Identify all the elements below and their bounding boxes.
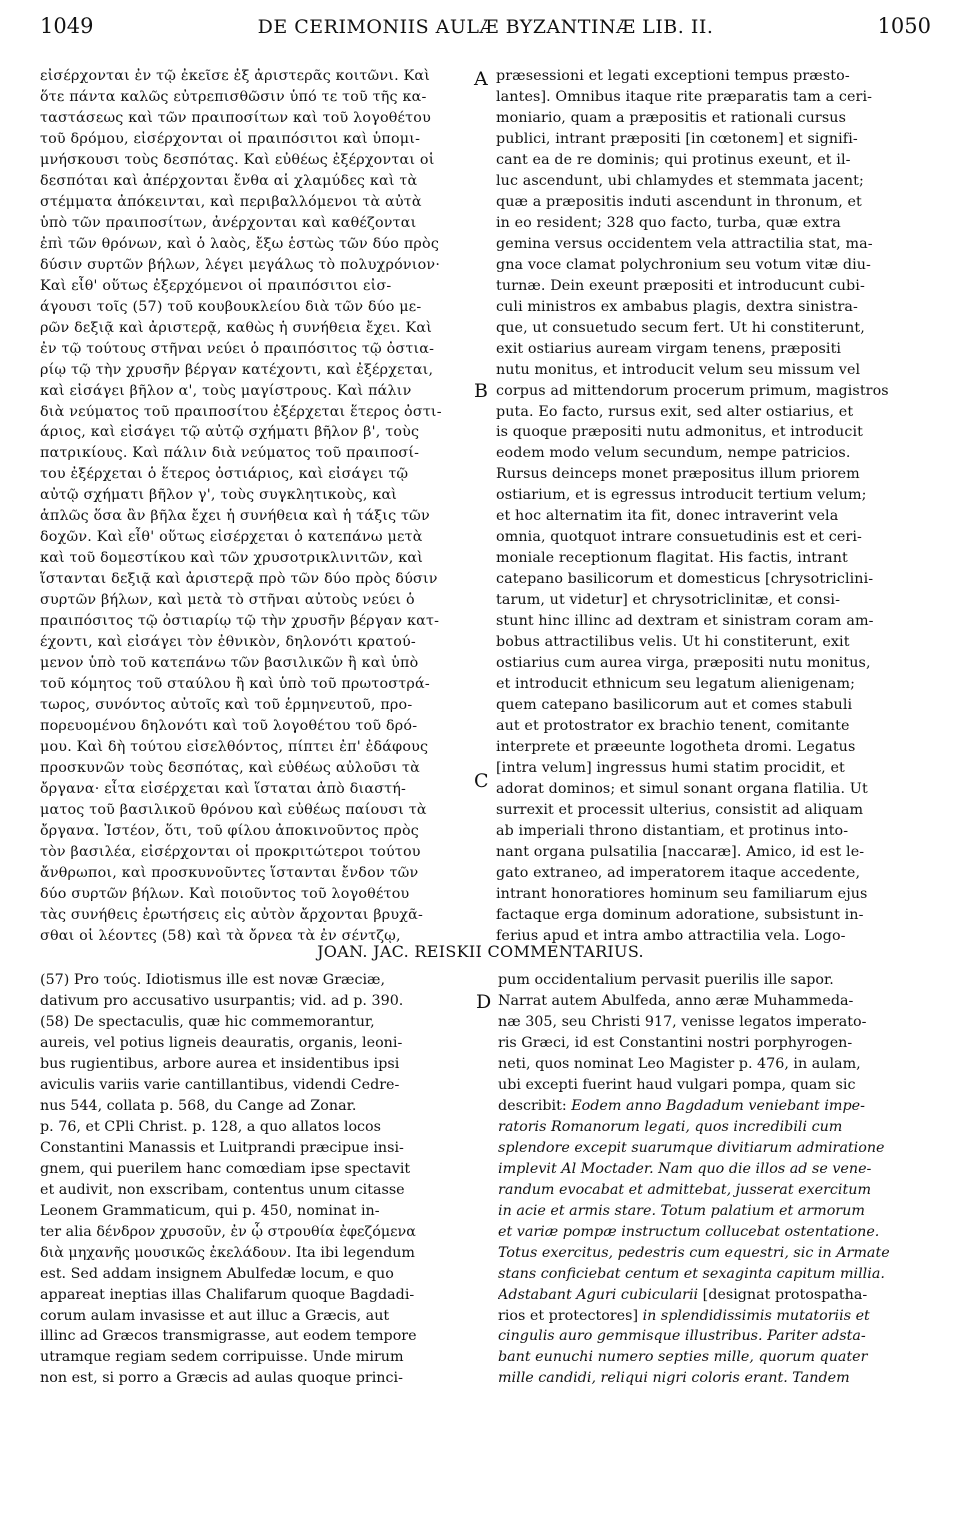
- commentary-line-right: Adstabant Aguri cubicularii [designat protospatha-: [498, 1286, 868, 1303]
- latin-text-line: tarum, ut videtur] et chrysotriclinitæ, et consi-: [496, 592, 841, 609]
- commentary-line-left: corum aulam invasisse et aut illuc a Græcis, aut: [40, 1307, 390, 1324]
- latin-text-line: gato extraneo, ad imperatorem itaque accedente,: [496, 864, 861, 881]
- latin-translation-column: [496, 66, 930, 947]
- greek-text-line: δεσπόται καὶ ἀπέρχονται ἔνθα αἱ χλαμύδες καὶ τὰ: [40, 172, 418, 189]
- commentary-line-left: dativum pro accusativo usurpantis; vid. ad p. 390.: [40, 992, 404, 1009]
- commentary-line-left: aviculis variis varie cantillantibus, videndi Cedre-: [40, 1076, 400, 1093]
- latin-text-line: puta. Eo facto, rursus exit, sed alter ostiarius, et: [496, 403, 854, 420]
- greek-text-line: ρίῳ τῷ τὴν χρυσῆν βέργαν κατέχοντι, καὶ ἐξέρχεται,: [40, 361, 434, 378]
- greek-text-line: ὅτε πάντα καλῶς εὐτρεπισθῶσιν ὑπό τε τοῦ τῆς κα-: [40, 88, 427, 105]
- greek-text-line: τοῦ κόμητος τοῦ σταύλου ἢ καὶ ὑπὸ τοῦ πρωτοστρά-: [40, 676, 430, 693]
- commentary-line-left: διὰ μηχανῆς μουσικῶς ἐκελάδουν. Ita ibi legendum: [40, 1244, 415, 1261]
- commentary-line-right: bant eunuchi numero septies mille, quorum quater: [498, 1349, 868, 1366]
- latin-text-line: quæ a præpositis induti ascendunt in thronum, et: [496, 193, 862, 210]
- page-number-right: 1050: [877, 14, 931, 38]
- latin-text-line: publici, intrant præpositi [in cœtonem] et signifi-: [496, 130, 858, 147]
- latin-text-line: lantes]. Omnibus itaque rite præparatis tam a ceri-: [496, 88, 873, 105]
- latin-text-line: catepano basilicorum et domesticus [chrysotriclini-: [496, 571, 874, 588]
- latin-text-line: gna voce clamat polychronium seu votum vitæ diu-: [496, 256, 871, 273]
- greek-text-line: εἰσέρχονται ἐν τῷ ἐκεῖσε ἐξ ἀριστερᾶς κοιτῶνι. Καὶ: [40, 68, 431, 84]
- commentary-line-left: gnem, qui puerilem hanc comœdiam ipse spectavit: [40, 1160, 411, 1177]
- commentary-line-right: et variæ pompæ instructum collucebat ostentatione.: [498, 1223, 880, 1240]
- latin-text-line: Rursus deinceps monet præpositus illum priorem: [496, 466, 860, 483]
- greek-text-line: άριος, καὶ εἰσάγει τῷ αὐτῷ σχήματι βῆλον β', τοὺς: [40, 424, 420, 441]
- latin-text-line: culi ministros ex ambabus plagis, dextra sinistra-: [496, 298, 858, 315]
- latin-text-line: surrexit et processit ulterius, consistit ad aliquam: [496, 801, 864, 818]
- latin-text-line: eodem modo velum secundum, nempe patricios.: [496, 445, 851, 462]
- page-header: [40, 14, 931, 44]
- greek-text-line: προσκυνῶν τοὺς δεσπότας, καὶ εὐθέως αὐλοῦσι τὰ: [40, 759, 421, 776]
- greek-text-line: Καὶ εἶθ' οὕτως ἐξερχόμενοι οἱ πραιπόσιτοι εἰσ-: [40, 277, 392, 294]
- page-number-left: 1049: [40, 14, 94, 38]
- commentary-line-left: ter alia δένδρον χρυσοῦν, ἐν ᾧ στρουθία ἐφεζόμενα: [40, 1223, 416, 1240]
- commentary-line-left: est. Sed addam insignem Abulfedæ locum, e quo: [40, 1265, 394, 1282]
- latin-text-line: ab imperiali throno distantiam, et protinus into-: [496, 822, 849, 839]
- commentary-line-right: implevit Al Moctader. Nam quo die illos ad se vene-: [498, 1160, 872, 1177]
- commentary-line-left: p. 76, et CPli Christ. p. 128, a quo allatos locos: [40, 1118, 382, 1135]
- latin-text-line: intrant honoratiores hominum seu familiarum ejus: [496, 885, 868, 902]
- greek-text-line: δοχῶν. Καὶ εἶθ' οὕτως εἰσέρχεται ὁ κατεπάνω μετὰ: [40, 529, 423, 546]
- commentary-line-left: (58) De spectaculis, quæ hic commemorantur,: [40, 1013, 375, 1030]
- latin-text-line: aut et protostrator ex brachio tenent, comitante: [496, 718, 850, 735]
- greek-text-line: μενον ὑπὸ τοῦ κατεπάνω τῶν βασιλικῶν ἢ καὶ ὑπὸ: [40, 655, 419, 672]
- commentary-line-right: ubi excepti fuerint haud vulgari pompa, quam sic: [498, 1076, 856, 1093]
- margin-marker-c: C: [474, 770, 489, 792]
- commentary-line-right: cingulis auro gemmisque illustribus. Pariter adsta-: [498, 1328, 866, 1345]
- greek-text-line: του ἐξέρχεται ὁ ἕτερος ὀστιάριος, καὶ εἰσάγει τῷ: [40, 466, 409, 483]
- commentary-line-right: splendore excepit suarumque divitiarum admiratione: [498, 1139, 885, 1156]
- latin-text-line: ferius apud et intra ambo attractilia vela. Logo-: [496, 927, 846, 944]
- commentary-line-right: neti, quos nominat Leo Magister p. 476, in aulam,: [498, 1055, 861, 1072]
- commentary-line-right: stans conficiebat centum et sexaginta capitum millia.: [498, 1265, 885, 1282]
- greek-text-line: σθαι οἱ λέοντες (58) καὶ τὰ ὄρνεα τὰ ἐν σέντζῳ,: [40, 927, 401, 944]
- greek-text-line: αὐτῷ σχήματι βῆλον γ', τοὺς συγκλητικοὺς, καὶ: [40, 487, 398, 504]
- greek-text-line: ρῶν δεξιᾷ καὶ ἀριστερᾷ, καθὼς ἡ συνήθεια ἔχει. Καὶ: [40, 319, 433, 336]
- greek-text-line: ὄργανα· εἶτα εἰσέρχεται καὶ ἵσταται ἀπὸ διαστή-: [40, 780, 407, 797]
- latin-text-line: adorat dominos; et simul sonant organa flatilia. Ut: [496, 780, 868, 797]
- commentary-line-right: Totus exercitus, pedestris cum equestri, sic in Armate: [498, 1244, 890, 1261]
- commentary-line-left: (57) Pro τούς. Idiotismus ille est novæ Græciæ,: [40, 972, 386, 988]
- commentary-line-right: næ 305, seu Christi 917, venisse legatos imperato-: [498, 1013, 867, 1030]
- commentary-line-right: mille candidi, reliqui nigri coloris erant. Tandem: [498, 1370, 850, 1387]
- greek-text-line: άγουσι τοῖς (57) τοῦ κουβουκλείου διὰ τῶν δύο με-: [40, 298, 422, 315]
- commentary-line-left: illinc ad Græcos transmigrasse, aut eodem tempore: [40, 1328, 417, 1345]
- latin-text-line: que, ut consuetudo secum fert. Ut hi constiterunt,: [496, 319, 865, 336]
- greek-text-line: ἄνθρωποι, καὶ προσκυνοῦντες ἵστανται ἔνδον τῶν: [40, 864, 419, 881]
- greek-text-line: ὑπὸ τῶν πραιποσίτων, ἀνέρχονται καὶ καθέζονται: [40, 214, 417, 231]
- latin-text-line: ostiarium, et is egressus introducit tertium velum;: [496, 487, 867, 504]
- commentary-line-right: rios et protectores] in splendidissimis mutatoriis et: [498, 1307, 870, 1324]
- running-title: DE CERIMONIIS AULÆ BYZANTINÆ LIB. II.: [257, 16, 714, 38]
- latin-text-line: luc ascendunt, ubi chlamydes et stemmata jacent;: [496, 172, 864, 189]
- commentary-line-right: randum evocabat et admittebat, jusserat exercitum: [498, 1181, 872, 1198]
- latin-text-line: exit ostiarius auream virgam tenens, præpositi: [496, 340, 842, 357]
- greek-text-line: δύο συρτῶν βήλων. Καὶ ποιοῦντος τοῦ λογοθέτου: [40, 885, 410, 902]
- commentary-notes-left: [40, 970, 476, 1389]
- greek-text-line: πατρικίους. Καὶ πάλιν διὰ νεύματος τοῦ πραιποσί-: [40, 445, 420, 462]
- commentary-line-right: Narrat autem Abulfeda, anno æræ Muhammeda-: [498, 992, 854, 1009]
- latin-text-line: stunt hinc illinc ad dextram et sinistram coram am-: [496, 613, 874, 630]
- commentary-line-right: describit: Eodem anno Bagdadum veniebant impe-: [498, 1097, 865, 1114]
- latin-text-line: quem catepano basilicorum aut et comes stabuli: [496, 697, 853, 714]
- latin-text-line: cant ea de re dominis; qui protinus exeunt, et il-: [496, 151, 851, 168]
- greek-text-line: τὰς συνήθεις ἐρωτήσεις εἰς αὐτὸν ἄρχονται βρυχᾶ-: [40, 906, 424, 923]
- greek-text-line: ματος τοῦ βασιλικοῦ θρόνου καὶ εὐθέως παίουσι τὰ: [40, 801, 427, 818]
- greek-text-line: ἐπὶ τῶν θρόνων, καὶ ὁ λαὸς, ἔξω ἑστὼς τῶν δύο πρὸς: [40, 235, 440, 252]
- greek-text-line: τοῦ δρόμου, εἰσέρχονται οἱ πραιπόσιτοι καὶ ὑπομι-: [40, 130, 421, 147]
- commentary-line-right: pum occidentalium pervasit puerilis ille sapor.: [498, 972, 834, 988]
- latin-text-line: factaque erga dominum adoratione, subsistunt in-: [496, 906, 864, 923]
- latin-text-line: moniale receptionum flagitat. His factis, intrant: [496, 550, 848, 567]
- greek-text-line: ὄργανα. Ἰστέον, ὅτι, τοῦ φίλου ἀποκινοῦντος πρὸς: [40, 822, 420, 839]
- margin-marker-b: B: [474, 380, 488, 402]
- greek-text-line: μνήσκουσι τοὺς δεσπότας. Καὶ εὐθέως ἐξέρχονται οἱ: [40, 151, 435, 168]
- greek-text-line: καὶ τοῦ δομεστίκου καὶ τῶν χρυσοτρικλινιτῶν, καὶ: [40, 550, 424, 567]
- greek-text-line: μου. Καὶ δὴ τούτου εἰσελθόντος, πίπτει ἐπ' ἐδάφους: [40, 739, 429, 755]
- latin-text-line: omnia, quotquot intrare consuetudinis est et ceri-: [496, 529, 862, 546]
- greek-text-column: [40, 66, 480, 947]
- latin-text-line: [intra velum] ingressus humi statim procidit, et: [496, 759, 845, 776]
- greek-text-line: ἐν τῷ τούτους στῆναι νεύει ὁ πραιπόσιτος τῷ ὀστια-: [40, 340, 435, 357]
- greek-text-line: συρτῶν βήλων, καὶ μετὰ τὸ στῆναι αὐτοὺς νεύει ὁ: [40, 592, 415, 609]
- greek-text-line: δύσιν συρτῶν βήλων, λέγει μεγάλως τὸ πολυχρόνιον·: [40, 256, 441, 273]
- greek-text-line: ἁπλῶς ὅσα ἂν βῆλα ἔχει ἡ συνήθεια καὶ ἡ τάξις τῶν: [40, 508, 430, 525]
- latin-text-line: moniario, quam a præpositis et rationali cursus: [496, 109, 847, 126]
- commentary-line-right: ratoris Romanorum legati, quos incredibili cum: [498, 1118, 843, 1135]
- latin-text-line: et hoc alternatim ita fit, donec intraverint vela: [496, 508, 839, 525]
- latin-text-line: ostiarius cum aurea virga, præpositi nutu monitus,: [496, 655, 871, 672]
- margin-marker-a: A: [474, 68, 488, 90]
- greek-text-line: διὰ νεύματος τοῦ πραιποσίτου ἐξέρχεται ἕτερος ὀστι-: [40, 403, 442, 420]
- commentary-notes-right: [498, 970, 930, 1389]
- greek-text-line: ταστάσεως καὶ τῶν πραιποσίτων καὶ τοῦ λογοθέτου: [40, 109, 431, 126]
- margin-marker-d: D: [476, 991, 492, 1013]
- commentary-line-left: Leonem Grammaticum, qui p. 450, nominat in-: [40, 1202, 380, 1219]
- latin-text-line: turnæ. Dein exeunt præpositi et introducunt cubi-: [496, 277, 865, 294]
- greek-text-line: ἵστανται δεξιᾷ καὶ ἀριστερᾷ πρὸ τῶν δύο πρὸς δύσιν: [40, 571, 438, 588]
- commentary-line-left: nus 544, collata p. 568, du Cange ad Zonar.: [40, 1097, 357, 1114]
- greek-text-line: τὸν βασιλέα, εἰσέρχονται οἱ προκριτώτεροι τούτου: [40, 843, 421, 860]
- commentary-title: JOAN. JAC. REISKII COMMENTARIUS.: [317, 942, 644, 961]
- greek-text-line: στέμματα ἀπόκεινται, καὶ περιβαλλόμενοι τὰ αὐτὰ: [40, 193, 422, 210]
- latin-text-line: corpus ad mittendorum procerum primum, magistros: [496, 382, 889, 399]
- greek-text-line: πορευομένου δηλονότι καὶ τοῦ λογοθέτου τοῦ δρό-: [40, 718, 418, 735]
- latin-text-line: interprete et præeunte logotheta dromi. Legatus: [496, 739, 856, 755]
- commentary-line-right: ris Græci, id est Constantini nostri porphyrogen-: [498, 1034, 853, 1051]
- greek-text-line: τωρος, συνόντος αὐτοῖς καὶ τοῦ ἑρμηνευτοῦ, προ-: [40, 697, 413, 714]
- commentary-line-left: non est, si porro a Græcis ad aulas quoque princi-: [40, 1370, 403, 1387]
- latin-text-line: in eo resident; 328 quo facto, turba, quæ extra: [496, 214, 841, 231]
- latin-text-line: et introducit ethnicum seu legatum alienigenam;: [496, 676, 856, 693]
- commentary-line-left: Constantini Manassis et Luitprandi præcipue insi-: [40, 1139, 404, 1156]
- commentary-line-left: aureis, vel potius ligneis deauratis, organis, leoni-: [40, 1034, 403, 1051]
- commentary-line-left: et audivit, non exscribam, contentus unum citasse: [40, 1181, 405, 1198]
- latin-text-line: gemina versus occidentem vela attractilia stat, ma-: [496, 235, 873, 252]
- greek-text-line: έχοντι, καὶ εἰσάγει τὸν ἐθνικὸν, δηλονότι κρατού-: [40, 634, 416, 651]
- commentary-line-left: utramque regiam sedem corripuisse. Unde mirum: [40, 1349, 404, 1366]
- latin-text-line: bobus attractilibus velis. Ut hi constiterunt, exit: [496, 634, 850, 651]
- commentary-line-left: appareat ineptias illas Chalifarum quoque Bagdadi-: [40, 1286, 415, 1303]
- greek-text-line: καὶ εἰσάγει βῆλον α', τοὺς μαγίστρους. Καὶ πάλιν: [40, 382, 412, 399]
- latin-text-line: præsessioni et legati exceptioni tempus præsto-: [496, 68, 850, 84]
- latin-text-line: nutu monitus, et introducit velum seu missum vel: [496, 361, 861, 378]
- latin-text-line: is quoque præpositi nutu admonitus, et introducit: [496, 424, 863, 441]
- latin-text-line: nant organa pulsatilia [naccaræ]. Amico, id est le-: [496, 843, 865, 860]
- commentary-line-left: bus rugientibus, arbore aurea et insidentibus ipsi: [40, 1055, 400, 1072]
- greek-text-line: πραιπόσιτος τῷ ὀστιαρίῳ τῷ τὴν χρυσῆν βέργαν κατ-: [40, 613, 440, 630]
- commentary-line-right: in acie et armis stare. Totum palatium et armorum: [498, 1202, 865, 1219]
